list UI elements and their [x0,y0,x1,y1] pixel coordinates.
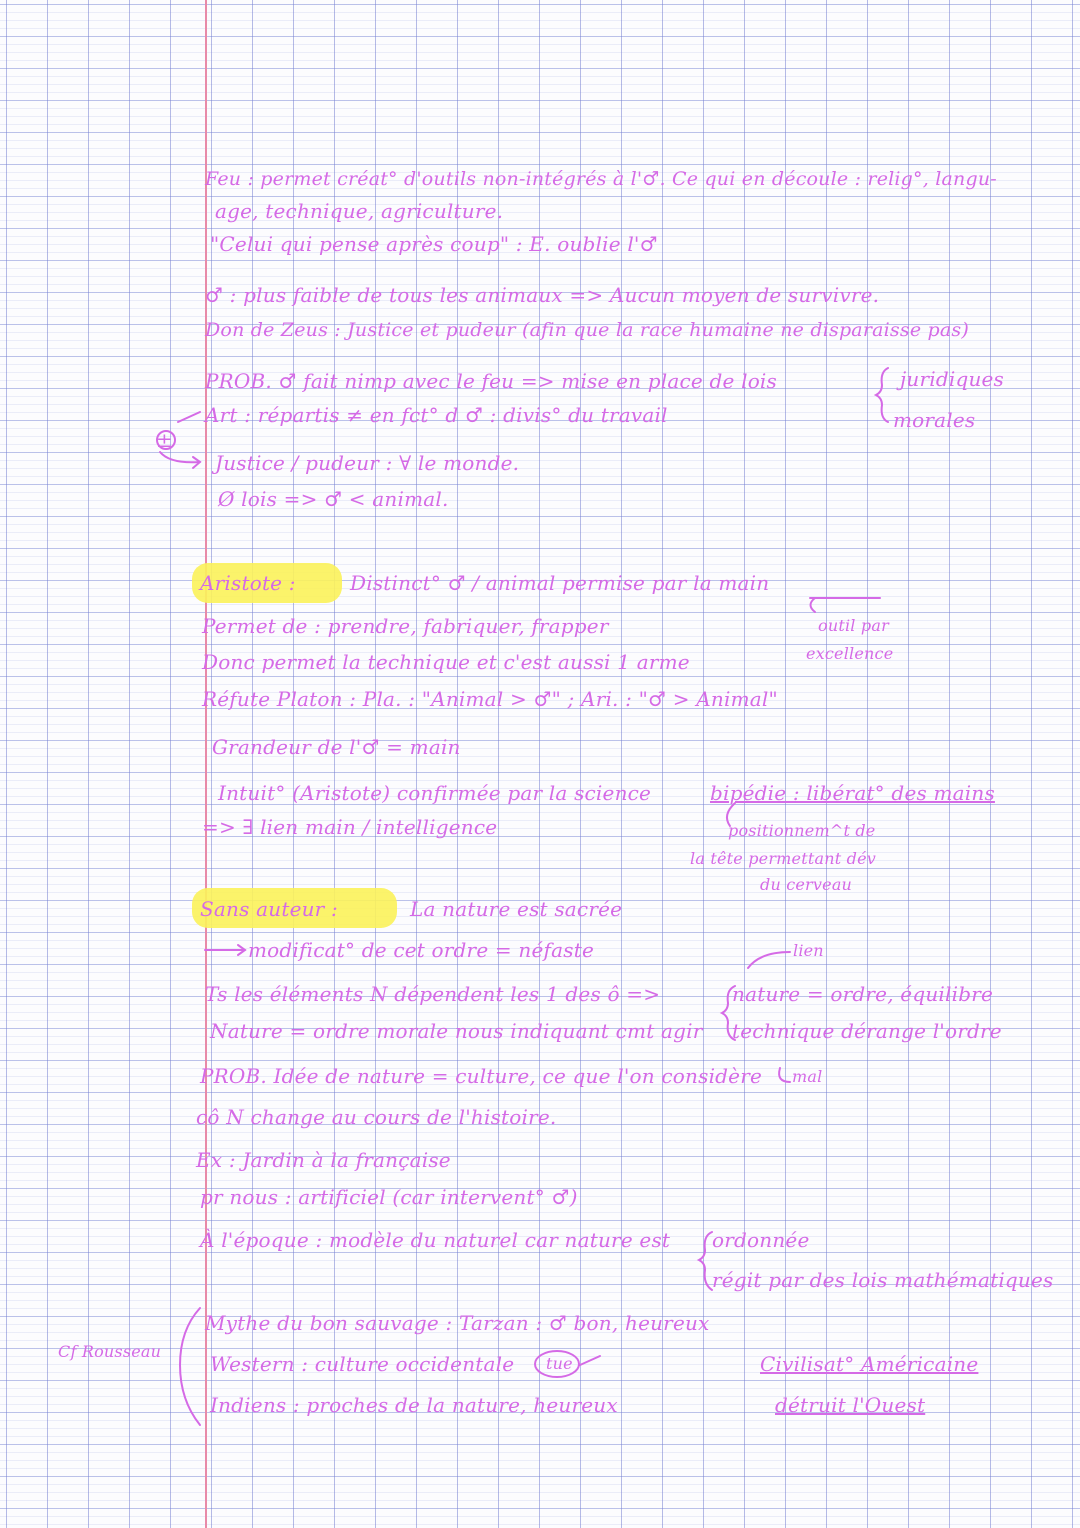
note-line-7: Art : répartis ≠ en fct° d ♂ : divis° du travail [205,403,668,427]
aristote-line-4: Réfute Platon : Pla. : "Animal > ♂" ; Ari. : "♂ > Animal" [202,687,778,711]
side-label-rousseau: Cf Rousseau [58,1342,162,1361]
aristote-line-1c: excellence [806,644,894,663]
note-line-7b: morales [893,408,976,432]
sans-auteur-line-1: La nature est sacrée [410,897,623,921]
sans-auteur-line-4: Nature = ordre morale nous indiquant cmt agir [210,1019,703,1043]
sans-auteur-line-2: modificat° de cet ordre = néfaste [248,938,595,962]
note-line-2: age, technique, agriculture. [215,199,504,223]
note-line-6b: juridiques [900,367,1005,391]
note-line-8: Justice / pudeur : ∀ le monde. [215,451,520,475]
sans-auteur-line-9c: régit par des lois mathématiques [712,1268,1054,1292]
note-line-1: Feu : permet créat° d'outils non-intégrés à l'♂. Ce qui en découle : relig°, langu- [205,168,997,190]
aristote-line-2: Permet de : prendre, fabriquer, frapper [202,614,609,638]
note-line-3: "Celui qui pense après coup" : E. oublie l'♂ [210,232,658,256]
aristote-line-7b: positionnem^t de [728,821,876,840]
rousseau-line-2: Western : culture occidentale [210,1352,515,1376]
aristote-line-6b: bipédie : libérat° des mains [710,781,995,805]
aristote-line-7: => ∃ lien main / intelligence [202,815,498,839]
aristote-title: Aristote : [200,571,296,595]
note-line-5: Don de Zeus : Justice et pudeur (afin que la race humaine ne disparaisse pas) [205,319,969,341]
sans-auteur-line-2b: lien [793,941,824,960]
note-line-9: Ø lois => ♂ < animal. [218,487,449,511]
aristote-line-6: Intuit° (Aristote) confirmée par la science [218,781,652,805]
sans-auteur-title: Sans auteur : [200,897,338,921]
aristote-line-1: Distinct° ♂ / animal permise par la main [350,571,770,595]
aristote-line-1b: outil par [818,616,889,635]
sans-auteur-line-9: À l'époque : modèle du naturel car nature est [200,1228,671,1252]
aristote-line-7d: du cerveau [760,875,853,894]
sans-auteur-line-8: pr nous : artificiel (car intervent° ♂) [200,1185,578,1209]
aristote-line-5: Grandeur de l'♂ = main [212,735,461,759]
sans-auteur-line-5b: mal [792,1067,823,1086]
sans-auteur-line-9b: ordonnée [712,1228,810,1252]
sans-auteur-line-5: PROB. Idée de nature = culture, ce que l'on considère [200,1064,763,1088]
sans-auteur-line-7: Ex : Jardin à la française [196,1148,451,1172]
rousseau-line-2b: tue [546,1354,573,1373]
rousseau-line-1: Mythe du bon sauvage : Tarzan : ♂ bon, heureux [205,1311,710,1335]
rousseau-line-3b: détruit l'Ouest [775,1393,926,1417]
note-line-6: PROB. ♂ fait nimp avec le feu => mise en place de lois [205,369,777,393]
sans-auteur-line-3: Ts les éléments N dépendent les 1 des ô => [205,982,661,1006]
rousseau-line-2c: Civilisat° Américaine [760,1352,979,1376]
sans-auteur-line-6: cô N change au cours de l'histoire. [196,1105,557,1129]
aristote-line-3: Donc permet la technique et c'est aussi 1 arme [202,650,690,674]
plus-minus-sign: ± [156,428,173,452]
sans-auteur-line-4b: technique dérange l'ordre [732,1019,1002,1043]
sans-auteur-line-3b: nature = ordre, équilibre [732,982,994,1006]
note-line-4: ♂ : plus faible de tous les animaux => Aucun moyen de survivre. [205,283,880,307]
aristote-line-7c: la tête permettant dév [690,849,876,868]
rousseau-line-3: Indiens : proches de la nature, heureux [210,1393,618,1417]
